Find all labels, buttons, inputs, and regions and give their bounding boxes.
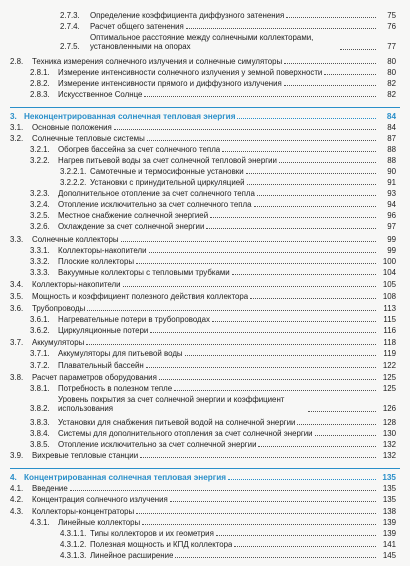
toc-entry-number: 3.8.2.: [30, 404, 50, 414]
toc-entry-title: Системы для дополнительного отопления за счет солнечной энергии: [58, 429, 313, 438]
toc-entry-title: Аккумуляторы: [32, 338, 85, 347]
toc-entry-number: 3.4.: [10, 280, 24, 289]
toc-page-number: 88: [387, 145, 396, 154]
toc-entry-title: Вакуумные коллекторы с тепловыми трубками: [58, 268, 230, 277]
toc-entry-number: 3.3.3.: [30, 268, 50, 277]
toc-entry[interactable]: [60, 529, 396, 538]
toc-page-number: 132: [382, 451, 396, 460]
toc-entry-title: Самотечные и термосифонные установки: [90, 167, 244, 176]
toc-entry-number: 3.7.: [10, 338, 24, 347]
toc-leader-dots: [150, 331, 376, 333]
toc-leader-dots: [258, 445, 376, 447]
toc-leader-dots: [142, 523, 376, 525]
toc-page-number: 93: [387, 189, 396, 198]
toc-entry[interactable]: [30, 246, 396, 255]
toc-leader-dots: [186, 27, 376, 29]
toc-entry-title: Циркуляционные потери: [58, 326, 149, 335]
toc-page-number: 97: [387, 222, 396, 231]
toc-entry[interactable]: [60, 178, 396, 187]
toc-page-number: 135: [382, 495, 396, 504]
toc-leader-dots: [340, 48, 376, 50]
toc-entry-number: 3.2.4.: [30, 200, 50, 209]
toc-entry-number: 4.3.: [10, 507, 24, 516]
toc-entry-number: 4.3.1.: [30, 518, 50, 527]
toc-entry-number: 3.2.1.: [30, 145, 50, 154]
toc-page-number: 135: [382, 473, 396, 482]
toc-page-number: 75: [387, 11, 396, 20]
toc-leader-dots: [324, 73, 376, 75]
toc-entry-title: Солнечные тепловые системы: [32, 134, 145, 143]
toc-leader-dots: [232, 273, 376, 275]
toc-leader-dots: [70, 489, 376, 491]
toc-entry-title: Концентрированная солнечная тепловая энергия: [24, 473, 227, 482]
toc-page-number: 113: [383, 304, 396, 313]
toc-entry-number: 3.2.2.: [30, 156, 50, 165]
toc-entry-title: Местное снабжение солнечной энергией: [58, 211, 209, 220]
toc-entry-number: 3.7.2.: [30, 361, 50, 370]
toc-page-number: 80: [387, 68, 396, 77]
toc-entry[interactable]: [30, 268, 396, 277]
toc-entry-number: 2.8.1.: [30, 68, 50, 77]
toc-entry[interactable]: [10, 451, 396, 460]
toc-entry[interactable]: [10, 292, 396, 301]
toc-page-number: 99: [387, 246, 396, 255]
toc-leader-dots: [254, 205, 377, 207]
toc-entry[interactable]: [10, 57, 396, 66]
toc-page-number: 138: [382, 507, 396, 516]
toc-entry[interactable]: [30, 68, 396, 77]
toc-entry-title: Коллекторы-накопители: [32, 280, 121, 289]
toc-page-number: 128: [382, 418, 396, 427]
toc-entry[interactable]: [30, 361, 396, 370]
toc-page-number: 82: [387, 90, 396, 99]
toc-leader-dots: [257, 194, 376, 196]
toc-leader-dots: [246, 172, 376, 174]
toc-entry-title: Основные положения: [32, 123, 112, 132]
toc-entry-title: Установки с принудительной циркуляцией: [90, 178, 245, 187]
toc-entry-title: Отопление исключительно за счет солнечного тепла: [58, 200, 252, 209]
toc-page-number: 104: [382, 268, 396, 277]
toc-page-number: 88: [387, 156, 396, 165]
toc-entry[interactable]: [30, 418, 396, 427]
toc-page-number: 122: [382, 361, 396, 370]
toc-leader-dots: [185, 354, 376, 356]
toc-entry-number: 2.8.2.: [30, 79, 50, 88]
toc-entry[interactable]: [30, 211, 396, 220]
toc-section-heading[interactable]: [10, 473, 396, 482]
toc-entry[interactable]: [30, 189, 396, 198]
toc-entry[interactable]: [30, 156, 396, 165]
toc-leader-dots: [210, 216, 376, 218]
toc-entry[interactable]: [10, 495, 396, 504]
toc-page-number: 145: [382, 551, 396, 560]
toc-entry-number: 4.1.: [10, 484, 24, 493]
toc-entry-title: Типы коллекторов и их геометрия: [90, 529, 214, 538]
toc-page-number: 119: [383, 349, 396, 358]
toc-entry-number: 3.8.4.: [30, 429, 50, 438]
toc-page-number: 135: [382, 484, 396, 493]
toc-entry[interactable]: [30, 349, 396, 358]
toc-page-number: 115: [383, 315, 396, 324]
toc-leader-dots: [144, 95, 376, 97]
toc-entry-number: 4.3.1.2.: [60, 540, 87, 549]
toc-entry-number: 3.6.1.: [30, 315, 50, 324]
toc-entry[interactable]: [10, 338, 396, 347]
toc-entry-title: Обогрев бассейна за счет солнечного тепла: [58, 145, 221, 154]
toc-leader-dots: [237, 117, 376, 119]
toc-leader-dots: [136, 512, 376, 514]
toc-entry-title: Вихревые тепловые станции: [32, 451, 139, 460]
toc-page-number: 125: [382, 384, 396, 393]
toc-entry-number: 3.2.2.1.: [60, 167, 87, 176]
toc-entry-number: 3.3.1.: [30, 246, 50, 255]
toc-leader-dots: [121, 240, 376, 242]
toc-entry[interactable]: [30, 395, 396, 414]
toc-leader-dots: [212, 320, 376, 322]
toc-page-number: 100: [382, 257, 396, 266]
toc-leader-dots: [140, 456, 376, 458]
toc-entry-title: Установки для снабжения питьевой водой на солнечной энергии: [58, 418, 296, 427]
toc-leader-dots: [284, 62, 376, 64]
toc-entry-number: 3.: [10, 112, 17, 121]
toc-leader-dots: [222, 150, 376, 152]
toc-entry-title: Расчет параметров оборудования: [32, 373, 157, 382]
toc-entry[interactable]: [60, 22, 396, 31]
toc-leader-dots: [147, 139, 376, 141]
toc-page-number: 125: [382, 373, 396, 382]
toc-entry-number: 2.7.3.: [60, 11, 80, 20]
toc-section-heading[interactable]: [10, 112, 396, 121]
toc-leader-dots: [86, 343, 376, 345]
toc-entry[interactable]: [60, 11, 396, 20]
toc-page-number: 141: [382, 540, 396, 549]
toc-entry[interactable]: [10, 134, 396, 143]
toc-entry[interactable]: [30, 440, 396, 449]
toc-leader-dots: [247, 183, 376, 185]
toc-leader-dots: [234, 545, 376, 547]
toc-page-number: 139: [382, 518, 396, 527]
toc-page-number: 132: [382, 440, 396, 449]
toc-leader-dots: [228, 478, 376, 480]
toc-page-number: 87: [387, 134, 396, 143]
toc-entry[interactable]: [10, 280, 396, 289]
toc-entry[interactable]: [60, 33, 396, 52]
toc-entry[interactable]: [30, 79, 396, 88]
toc-leader-dots: [136, 262, 376, 264]
toc-entry-number: 3.8.3.: [30, 418, 50, 427]
toc-entry-number: 4.3.1.1.: [60, 529, 87, 538]
toc-page-number: 84: [386, 112, 396, 121]
toc-entry-title: Неконцентрированная солнечная тепловая энергия: [24, 112, 236, 121]
toc-entry-title: Уровень покрытия за счет солнечной энергии и коэффициент использования: [58, 395, 285, 414]
toc-leader-dots: [123, 285, 376, 287]
toc-entry-title: Трубопроводы: [32, 304, 86, 313]
toc-entry-title: Мощность и коэффициент полезного действия коллектора: [32, 292, 249, 301]
toc-entry-number: 2.7.4.: [60, 22, 80, 31]
toc-entry[interactable]: [30, 90, 396, 99]
toc-entry[interactable]: [30, 315, 396, 324]
toc-page-number: 139: [382, 529, 396, 538]
toc-entry[interactable]: [30, 257, 396, 266]
toc-entry-title: Нагревательные потери в трубопроводах: [58, 315, 210, 324]
toc-leader-dots: [159, 378, 376, 380]
toc-entry-number: 4.2.: [10, 495, 24, 504]
toc-entry-title: Нагрев питьевой воды за счет солнечной тепловой энергии: [58, 156, 277, 165]
toc-entry-title: Полезная мощность и КПД коллектора: [90, 540, 233, 549]
toc-leader-dots: [286, 16, 376, 18]
toc-entry-number: 3.5.: [10, 292, 24, 301]
toc-entry-title: Дополнительное отопление за счет солнечного тепла: [58, 189, 255, 198]
toc-entry[interactable]: [10, 304, 396, 313]
toc-leader-dots: [174, 389, 376, 391]
toc-page-number: 77: [387, 42, 396, 52]
toc-entry[interactable]: [30, 222, 396, 231]
toc-entry-title: Техника измерения солнечного излучения и солнечные симуляторы: [32, 57, 283, 66]
toc-entry-title: Потребность в полезном тепле: [58, 384, 173, 393]
toc-entry-number: 3.8.5.: [30, 440, 50, 449]
toc-entry-number: 2.8.: [10, 57, 24, 66]
toc-page-number: 108: [382, 292, 396, 301]
toc-entry[interactable]: [10, 507, 396, 516]
toc-entry-number: 3.2.6.: [30, 222, 50, 231]
toc-entry-title: Отопление исключительно за счет солнечной энергии: [58, 440, 257, 449]
toc-entry-number: 3.6.2.: [30, 326, 50, 335]
toc-page-number: 96: [387, 211, 396, 220]
toc-entry-title: Концентрация солнечного излучения: [32, 495, 168, 504]
toc-entry[interactable]: [30, 145, 396, 154]
toc-entry-number: 3.1.: [10, 123, 24, 132]
toc-entry-number: 4.: [10, 473, 17, 482]
toc-entry-number: 3.3.: [10, 235, 24, 244]
toc-leader-dots: [297, 423, 376, 425]
toc-page-number: 82: [387, 79, 396, 88]
toc-entry-number: 3.7.1.: [30, 349, 50, 358]
toc-page-number: 90: [387, 167, 396, 176]
toc-entry-title: Расчет общего затенения: [90, 22, 184, 31]
toc-entry-title: Линейное расширение: [90, 551, 174, 560]
toc-entry-title: Плавательный бассейн: [58, 361, 144, 370]
toc-entry[interactable]: [30, 518, 396, 527]
toc-entry[interactable]: [30, 429, 396, 438]
section-divider: [10, 468, 400, 469]
toc-page-number: 99: [387, 235, 396, 244]
toc-entry-number: 3.8.: [10, 373, 24, 382]
toc-entry[interactable]: [10, 373, 396, 382]
toc-leader-dots: [206, 227, 376, 229]
toc-leader-dots: [308, 410, 376, 412]
toc-entry[interactable]: [30, 326, 396, 335]
toc-page-number: 80: [387, 57, 396, 66]
toc-entry-number: 2.7.5.: [60, 42, 80, 52]
toc-entry[interactable]: [10, 123, 396, 132]
toc-entry[interactable]: [60, 540, 396, 549]
toc-page-number: 126: [382, 404, 396, 414]
toc-page-number: 91: [387, 178, 396, 187]
toc-leader-dots: [146, 366, 376, 368]
toc-page-number: 105: [382, 280, 396, 289]
toc-entry-number: 3.9.: [10, 451, 24, 460]
toc-entry[interactable]: [10, 235, 396, 244]
toc-leader-dots: [216, 534, 376, 536]
toc-entry-number: 3.3.2.: [30, 257, 50, 266]
toc-leader-dots: [149, 251, 376, 253]
toc-leader-dots: [250, 297, 376, 299]
toc-page-number: 118: [383, 338, 396, 347]
toc-entry[interactable]: [60, 167, 396, 176]
toc-entry-number: 4.3.1.3.: [60, 551, 87, 560]
toc-page-number: 116: [383, 326, 396, 335]
toc-entry-title: Солнечные коллекторы: [32, 235, 119, 244]
toc-page-number: 84: [387, 123, 396, 132]
toc-leader-dots: [175, 556, 376, 558]
toc-entry-title: Коллекторы-концентраторы: [32, 507, 135, 516]
toc-leader-dots: [170, 500, 376, 502]
toc-page-number: 94: [387, 200, 396, 209]
toc-entry-title: Искусственное Солнце: [58, 90, 143, 99]
toc-leader-dots: [315, 434, 376, 436]
toc-entry-title: Оптимальное расстояние между солнечными коллекторами, установленными на опорах: [90, 33, 314, 52]
toc-page-number: 76: [387, 22, 396, 31]
toc-entry-number: 3.2.3.: [30, 189, 50, 198]
toc-entry-number: 3.2.2.2.: [60, 178, 87, 187]
toc-entry[interactable]: [30, 200, 396, 209]
toc-entry-title: Аккумуляторы для питьевой воды: [58, 349, 183, 358]
toc-leader-dots: [114, 128, 376, 130]
section-divider: [10, 107, 400, 108]
toc-entry[interactable]: [30, 384, 396, 393]
toc-page-number: 130: [382, 429, 396, 438]
toc-entry-title: Определение коэффициента диффузного затенения: [90, 11, 285, 20]
toc-entry[interactable]: [10, 484, 396, 493]
toc-entry-number: 3.8.1.: [30, 384, 50, 393]
toc-entry-title: Коллекторы-накопители: [58, 246, 147, 255]
toc-entry-number: 3.2.5.: [30, 211, 50, 220]
toc-leader-dots: [87, 309, 376, 311]
toc-leader-dots: [279, 161, 376, 163]
toc-entry-title: Линейные коллекторы: [58, 518, 141, 527]
toc-entry-number: 3.6.: [10, 304, 24, 313]
toc-entry-title: Введение: [32, 484, 68, 493]
toc-entry-title: Измерение интенсивности прямого и диффузного излучения: [58, 79, 282, 88]
toc-leader-dots: [284, 84, 376, 86]
toc-entry-title: Плоские коллекторы: [58, 257, 135, 266]
toc-entry-title: Измерение интенсивности солнечного излучения у земной поверхности: [58, 68, 323, 77]
toc-entry-number: 2.8.3.: [30, 90, 50, 99]
toc-entry-title: Охлаждение за счет солнечной энергии: [58, 222, 205, 231]
toc-entry[interactable]: [60, 551, 396, 560]
toc-entry-number: 3.2.: [10, 134, 24, 143]
